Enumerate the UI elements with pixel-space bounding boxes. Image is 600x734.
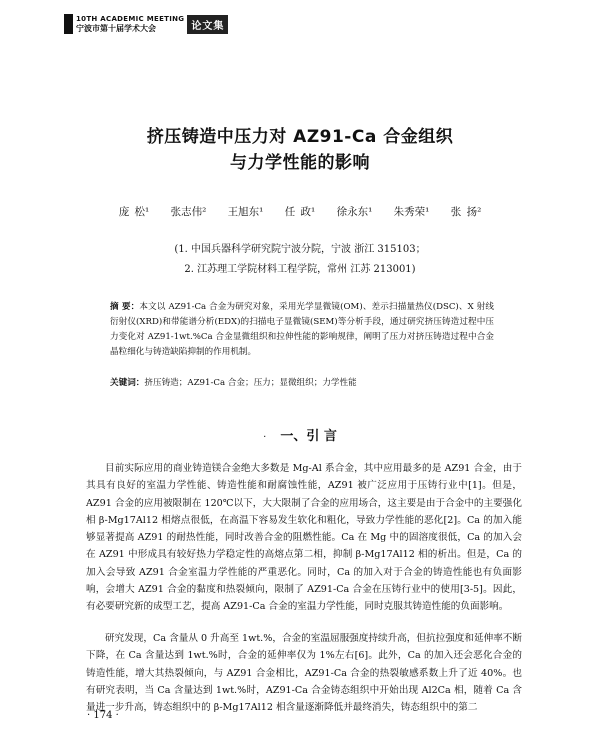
author: 朱秀荣¹ bbox=[393, 206, 430, 218]
author: 王旭东¹ bbox=[227, 206, 264, 218]
affiliation-2: 2. 江苏理工学院材料工程学院，常州 江苏 213001) bbox=[184, 264, 416, 275]
page-number: · 174 · bbox=[87, 710, 119, 721]
section-heading bbox=[0, 425, 600, 444]
header-text bbox=[76, 15, 184, 33]
author: 徐永东¹ bbox=[336, 206, 373, 218]
author: 张志伟² bbox=[170, 206, 207, 218]
author: 任 政¹ bbox=[284, 206, 316, 218]
affiliation-1: (1. 中国兵器科学研究院宁波分院，宁波 浙江 315103； bbox=[174, 244, 426, 255]
body-paragraph-2: 研究发现，Ca 含量从 0 升高至 1wt.%，合金的室温屈服强度持续升高，但抗拉强度和延伸率不断下降，在 Ca 含量达到 1wt.%时，合金的延伸率仅为 1%左右[6]。此外，Ca 的加入还会恶化合金的铸造性能，增大其热裂倾向，与 AZ91 合金相比，AZ91-Ca 合金的热裂敏感系数上升了近 40%。也有研究表明，当 Ca 含量达到 1wt.%时，AZ91-Ca 合金铸态组织中开始出现 Al2Ca 相，随着 Ca 含量进一步升高，铸态组织中的 β-Mg17Al12 相含量逐渐降低并最终消失，铸态组织中的第二 bbox=[86, 633, 522, 714]
abstract-label: 摘 要： bbox=[110, 302, 140, 312]
author-list bbox=[0, 204, 600, 219]
abstract bbox=[110, 300, 494, 360]
keywords bbox=[110, 376, 494, 388]
header-tag: 论文集 bbox=[187, 15, 228, 34]
paper-title-line2: 与力学性能的影响 bbox=[230, 153, 370, 173]
logo-icon bbox=[64, 14, 73, 34]
body-paragraph-1: 目前实际应用的商业铸造镁合金绝大多数是 Mg-Al 系合金，其中应用最多的是 AZ91 合金，由于其具有良好的室温力学性能、铸造性能和耐腐蚀性能，AZ91 被广泛应用于压铸行业中[1]。但是，AZ91 合金的应用被限制在 120℃以下，大大限制了合金的应用场合，这主要是由于合金中的主要强化相 β-Mg17Al12 相熔点很低，在高温下容易发生软化和粗化，导致力学性能的恶化[2]。Ca 的加入能够显著提高 AZ91 的耐热性能，同时改善合金的阻燃性能。Ca 在 Mg 中的固溶度很低，Ca 的加入会在 AZ91 中形成具有较好热力学稳定性的高熔点第二相，抑制 β-Mg17Al12 相的析出。但是，Ca 的加入会导致 AZ91 合金室温力学性能的严重恶化。同时，Ca 的加入对于合金的铸造性能也有负面影响，会增大 AZ91 合金的黏度和热裂倾向，限制了 AZ91-Ca 合金在压铸行业中的使用[3-5]。因此，有必要研究新的成型工艺，提高 AZ91-Ca 合金的室温力学性能，同时克服其铸造性能的负面影响。 bbox=[86, 463, 522, 613]
author: 张 扬² bbox=[450, 206, 482, 218]
section-dot: · bbox=[263, 432, 267, 443]
running-header bbox=[64, 13, 228, 35]
author: 庞 松¹ bbox=[118, 206, 150, 218]
abstract-text: 本文以 AZ91-Ca 合金为研究对象，采用光学显微镜(OM)、差示扫描量热仪(DSC)、X 射线衍射仪(XRD)和带能谱分析(EDX)的扫描电子显微镜(SEM)等分析手段，通过研究挤压铸造过程中压力变化对 AZ91-1wt.%Ca 合金显微组织和拉伸性能的影响规律，阐明了压力对挤压铸造过程中合金晶粒细化与铸造缺陷抑制的作用机制。 bbox=[110, 302, 494, 357]
keywords-label: 关键词： bbox=[110, 378, 145, 388]
header-chinese: 宁波市第十届学术大会 bbox=[76, 24, 156, 33]
paper-title-line1: 挤压铸造中压力对 AZ91-Ca 合金组织 bbox=[146, 127, 454, 147]
section-title: 一、引 言 bbox=[280, 429, 337, 444]
header-english: 10TH ACADEMIC MEETING bbox=[76, 15, 185, 23]
keywords-text: 挤压铸造；AZ91-Ca 合金；压力；显微组织；力学性能 bbox=[144, 378, 357, 388]
